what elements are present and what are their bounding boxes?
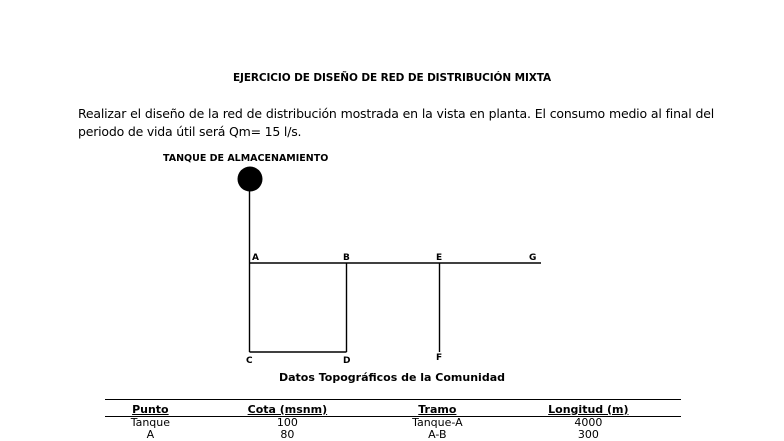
table-row	[105, 429, 681, 441]
cell-cota: 80	[280, 428, 295, 441]
header-cota: Cota (msnm)	[196, 400, 379, 417]
cell-tramo: Tanque-A	[412, 416, 463, 429]
node-a: A	[252, 253, 259, 263]
problem-statement: Realizar el diseño de la red de distribución mostrada en la vista en planta. El consumo medio al final del periodo de vida útil será Qm= 15 l/s.	[78, 106, 714, 139]
tank-label: TANQUE DE ALMACENAMIENTO	[163, 153, 329, 164]
document-title: EJERCICIO DE DISEÑO DE RED DE DISTRIBUCIÓN MIXTA	[232, 72, 552, 84]
node-f: F	[436, 353, 443, 363]
cell-punto: Tanque	[130, 416, 171, 429]
node-b: B	[343, 253, 350, 263]
node-c: C	[246, 356, 253, 366]
pipes	[250, 190, 542, 352]
header-tramo: Tramo	[379, 400, 496, 417]
header-punto: Punto	[105, 400, 196, 417]
cell-tramo: A-B	[428, 428, 447, 441]
table-header-row	[105, 400, 681, 417]
cell-longitud: 300	[577, 428, 599, 441]
cell-longitud: 4000	[574, 416, 603, 429]
storage-tank	[238, 167, 263, 192]
topographic-table	[105, 399, 681, 441]
cell-cota: 100	[276, 416, 298, 429]
node-e: E	[436, 253, 443, 263]
header-longitud: Longitud (m)	[496, 400, 681, 417]
cell-punto: A	[146, 428, 155, 441]
table-caption: Datos Topográficos de la Comunidad	[279, 371, 505, 384]
node-d: D	[343, 356, 351, 366]
node-g: G	[529, 253, 537, 263]
